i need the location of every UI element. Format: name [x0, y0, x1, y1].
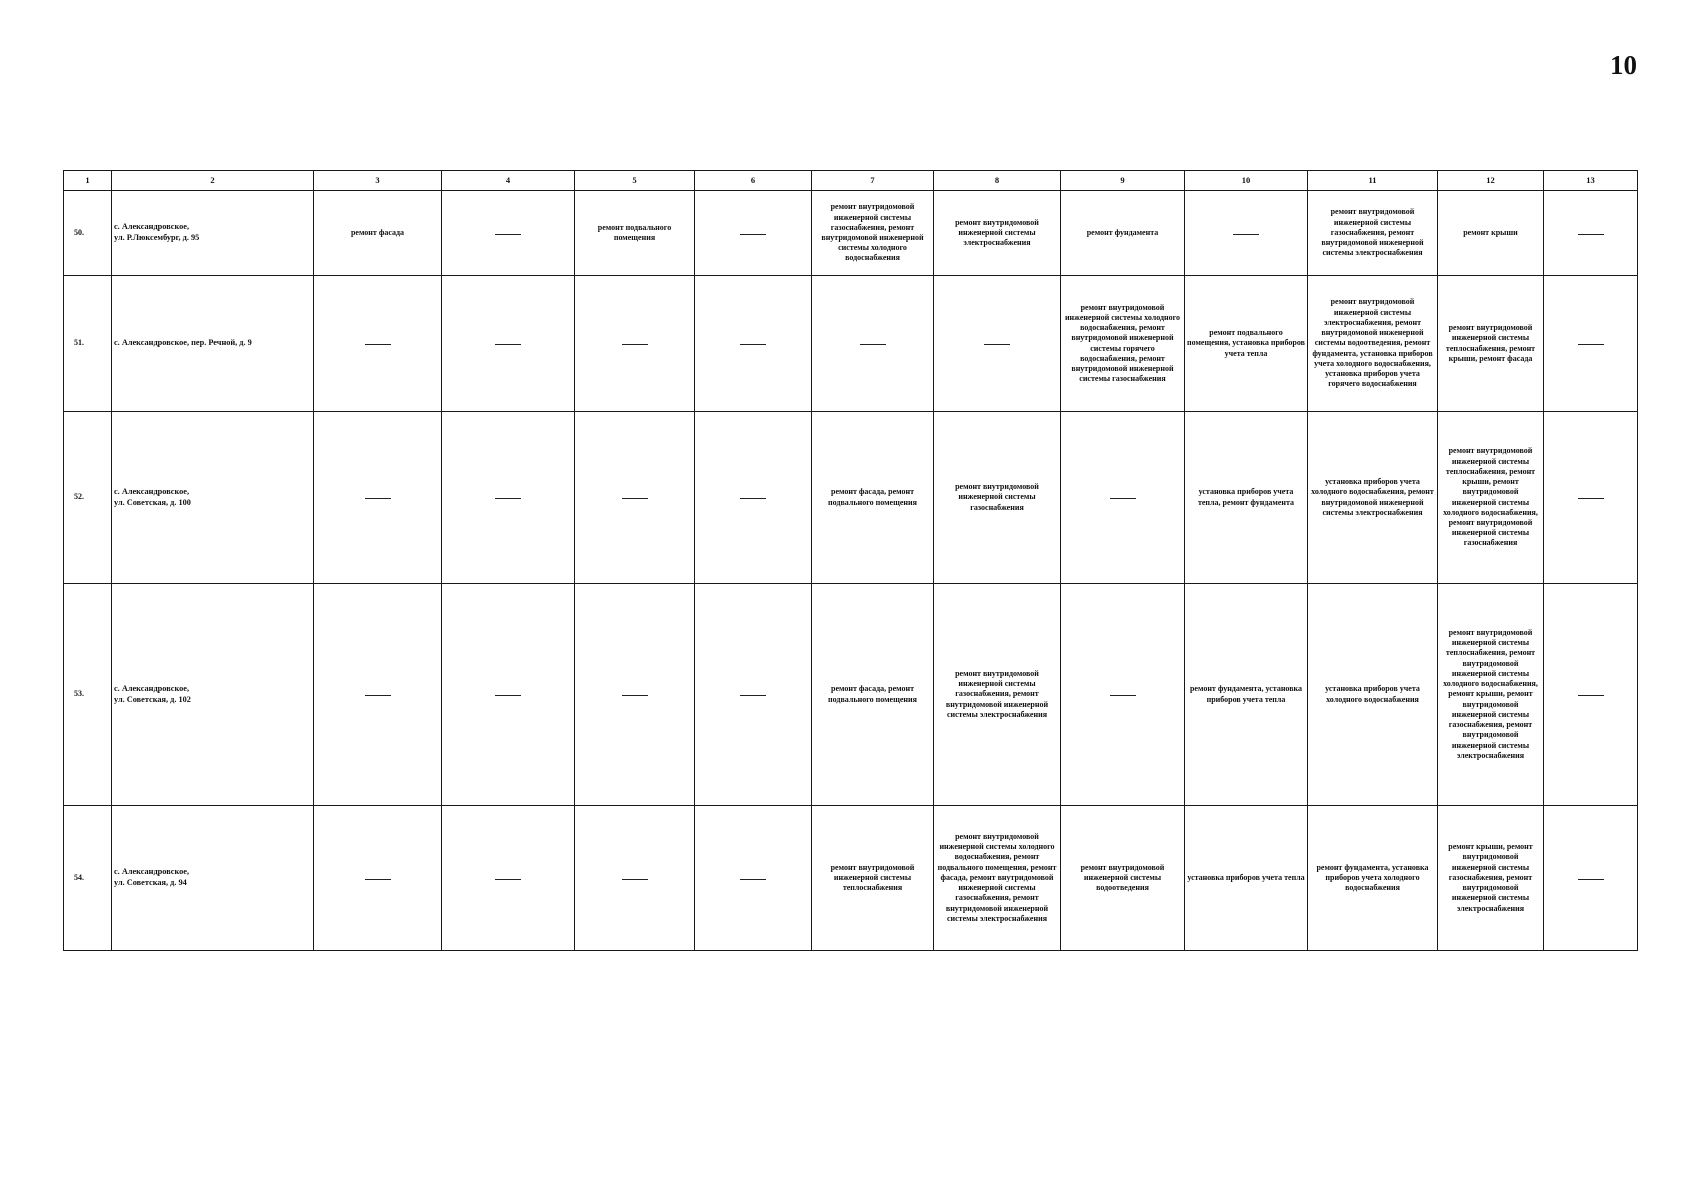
work-cell: ремонт подвального помещения — [575, 191, 695, 276]
header-col-11: 11 — [1308, 171, 1438, 191]
dash-mark — [1578, 695, 1604, 696]
work-cell: ремонт фундамента — [1061, 191, 1185, 276]
work-cell: ремонт внутридомовой инженерной системы холодного водоснабжения, ремонт подвального помещения, ремонт фасада, ремонт внутридомовой инженерной системы газоснабжения, ремонт внутридомовой инженерной системы электроснабжения — [934, 806, 1061, 951]
empty-cell — [1544, 276, 1638, 412]
work-cell: ремонт фасада, ремонт подвального помещения — [812, 584, 934, 806]
table-row — [64, 276, 1638, 412]
work-cell: ремонт внутридомовой инженерной системы газоснабжения, ремонт внутридомовой инженерной системы электроснабжения — [1308, 191, 1438, 276]
work-cell: ремонт фундамента, установка приборов учета холодного водоснабжения — [1308, 806, 1438, 951]
dash-mark — [740, 498, 766, 499]
header-col-4: 4 — [442, 171, 575, 191]
work-cell: установка приборов учета тепла — [1185, 806, 1308, 951]
dash-mark — [1578, 344, 1604, 345]
dash-mark — [365, 344, 391, 345]
table-row — [64, 412, 1638, 584]
dash-mark — [860, 344, 886, 345]
work-cell: ремонт внутридомовой инженерной системы газоснабжения — [934, 412, 1061, 584]
dash-mark — [984, 344, 1010, 345]
empty-cell — [575, 412, 695, 584]
row-number: 50. — [64, 191, 112, 276]
work-cell: ремонт внутридомовой инженерной системы холодного водоснабжения, ремонт внутридомовой инженерной системы горячего водоснабжения, ремонт внутридомовой инженерной системы газоснабжения — [1061, 276, 1185, 412]
work-cell: ремонт фасада, ремонт подвального помещения — [812, 412, 934, 584]
header-col-12: 12 — [1438, 171, 1544, 191]
dash-mark — [365, 498, 391, 499]
row-number: 53. — [64, 584, 112, 806]
dash-mark — [495, 344, 521, 345]
empty-cell — [695, 191, 812, 276]
work-cell: установка приборов учета холодного водоснабжения, ремонт внутридомовой инженерной системы электроснабжения — [1308, 412, 1438, 584]
dash-mark — [1578, 234, 1604, 235]
row-number: 54. — [64, 806, 112, 951]
table-row — [64, 806, 1638, 951]
work-cell: ремонт внутридомовой инженерной системы теплоснабжения, ремонт внутридомовой инженерной системы холодного водоснабжения, ремонт крыши, ремонт внутридомовой инженерной системы газоснабжения, ремонт внутридомовой инженерной системы электроснабжения — [1438, 584, 1544, 806]
header-col-9: 9 — [1061, 171, 1185, 191]
table-row — [64, 191, 1638, 276]
row-number: 52. — [64, 412, 112, 584]
empty-cell — [442, 584, 575, 806]
work-cell: установка приборов учета холодного водоснабжения — [1308, 584, 1438, 806]
dash-mark — [1578, 498, 1604, 499]
work-cell: ремонт внутридомовой инженерной системы теплоснабжения — [812, 806, 934, 951]
address-cell: с. Александровское, пер. Речной, д. 9 — [112, 276, 314, 412]
address-cell: с. Александровское, ул. Советская, д. 100 — [112, 412, 314, 584]
dash-mark — [1578, 879, 1604, 880]
dash-mark — [622, 879, 648, 880]
empty-cell — [314, 412, 442, 584]
empty-cell — [314, 584, 442, 806]
dash-mark — [740, 695, 766, 696]
work-cell: ремонт внутридомовой инженерной системы теплоснабжения, ремонт крыши, ремонт фасада — [1438, 276, 1544, 412]
header-col-1: 1 — [64, 171, 112, 191]
empty-cell — [1061, 584, 1185, 806]
dash-mark — [495, 695, 521, 696]
empty-cell — [575, 806, 695, 951]
header-col-2: 2 — [112, 171, 314, 191]
header-row — [64, 171, 1638, 191]
work-cell: ремонт внутридомовой инженерной системы газоснабжения, ремонт внутридомовой инженерной системы электроснабжения — [934, 584, 1061, 806]
empty-cell — [695, 412, 812, 584]
header-col-3: 3 — [314, 171, 442, 191]
work-cell: ремонт внутридомовой инженерной системы электроснабжения — [934, 191, 1061, 276]
dash-mark — [740, 879, 766, 880]
work-cell: ремонт крыши — [1438, 191, 1544, 276]
address-cell: с. Александровское, ул. Р.Люксембург, д. 95 — [112, 191, 314, 276]
empty-cell — [695, 806, 812, 951]
empty-cell — [575, 276, 695, 412]
empty-cell — [575, 584, 695, 806]
dash-mark — [365, 879, 391, 880]
dash-mark — [740, 344, 766, 345]
work-cell: ремонт внутридомовой инженерной системы электроснабжения, ремонт внутридомовой инженерной системы водоотведения, ремонт фундамента, установка приборов учета холодного водоснабжения, установка приборов учета горячего водоснабжения — [1308, 276, 1438, 412]
header-col-13: 13 — [1544, 171, 1638, 191]
empty-cell — [314, 276, 442, 412]
dash-mark — [365, 695, 391, 696]
empty-cell — [934, 276, 1061, 412]
work-cell: установка приборов учета тепла, ремонт фундамента — [1185, 412, 1308, 584]
empty-cell — [695, 584, 812, 806]
table-row — [64, 584, 1638, 806]
empty-cell — [442, 412, 575, 584]
address-cell: с. Александровское, ул. Советская, д. 94 — [112, 806, 314, 951]
header-col-7: 7 — [812, 171, 934, 191]
work-cell: ремонт фундамента, установка приборов учета тепла — [1185, 584, 1308, 806]
dash-mark — [495, 879, 521, 880]
empty-cell — [1544, 412, 1638, 584]
work-cell: ремонт внутридомовой инженерной системы теплоснабжения, ремонт крыши, ремонт внутридомовой инженерной системы холодного водоснабжения, ремонт внутридомовой инженерной системы газоснабжения — [1438, 412, 1544, 584]
empty-cell — [314, 806, 442, 951]
address-cell: с. Александровское, ул. Советская, д. 102 — [112, 584, 314, 806]
dash-mark — [622, 344, 648, 345]
header-col-5: 5 — [575, 171, 695, 191]
table-body — [64, 191, 1638, 951]
header-col-10: 10 — [1185, 171, 1308, 191]
empty-cell — [442, 191, 575, 276]
dash-mark — [622, 498, 648, 499]
dash-mark — [495, 498, 521, 499]
empty-cell — [695, 276, 812, 412]
empty-cell — [1544, 584, 1638, 806]
empty-cell — [1544, 806, 1638, 951]
empty-cell — [1544, 191, 1638, 276]
dash-mark — [740, 234, 766, 235]
page-number: 10 — [1610, 50, 1637, 80]
empty-cell — [1061, 412, 1185, 584]
empty-cell — [812, 276, 934, 412]
dash-mark — [622, 695, 648, 696]
header-col-8: 8 — [934, 171, 1061, 191]
work-cell: ремонт фасада — [314, 191, 442, 276]
header-col-6: 6 — [695, 171, 812, 191]
empty-cell — [442, 276, 575, 412]
work-cell: ремонт внутридомовой инженерной системы газоснабжения, ремонт внутридомовой инженерной системы холодного водоснабжения — [812, 191, 934, 276]
work-cell: ремонт внутридомовой инженерной системы водоотведения — [1061, 806, 1185, 951]
dash-mark — [1233, 234, 1259, 235]
repair-schedule-table — [63, 170, 1638, 951]
dash-mark — [495, 234, 521, 235]
dash-mark — [1110, 498, 1136, 499]
row-number: 51. — [64, 276, 112, 412]
work-cell: ремонт крыши, ремонт внутридомовой инженерной системы газоснабжения, ремонт внутридомовой инженерной системы электроснабжения — [1438, 806, 1544, 951]
empty-cell — [1185, 191, 1308, 276]
work-cell: ремонт подвального помещения, установка приборов учета тепла — [1185, 276, 1308, 412]
empty-cell — [442, 806, 575, 951]
table-header — [64, 171, 1638, 191]
dash-mark — [1110, 695, 1136, 696]
